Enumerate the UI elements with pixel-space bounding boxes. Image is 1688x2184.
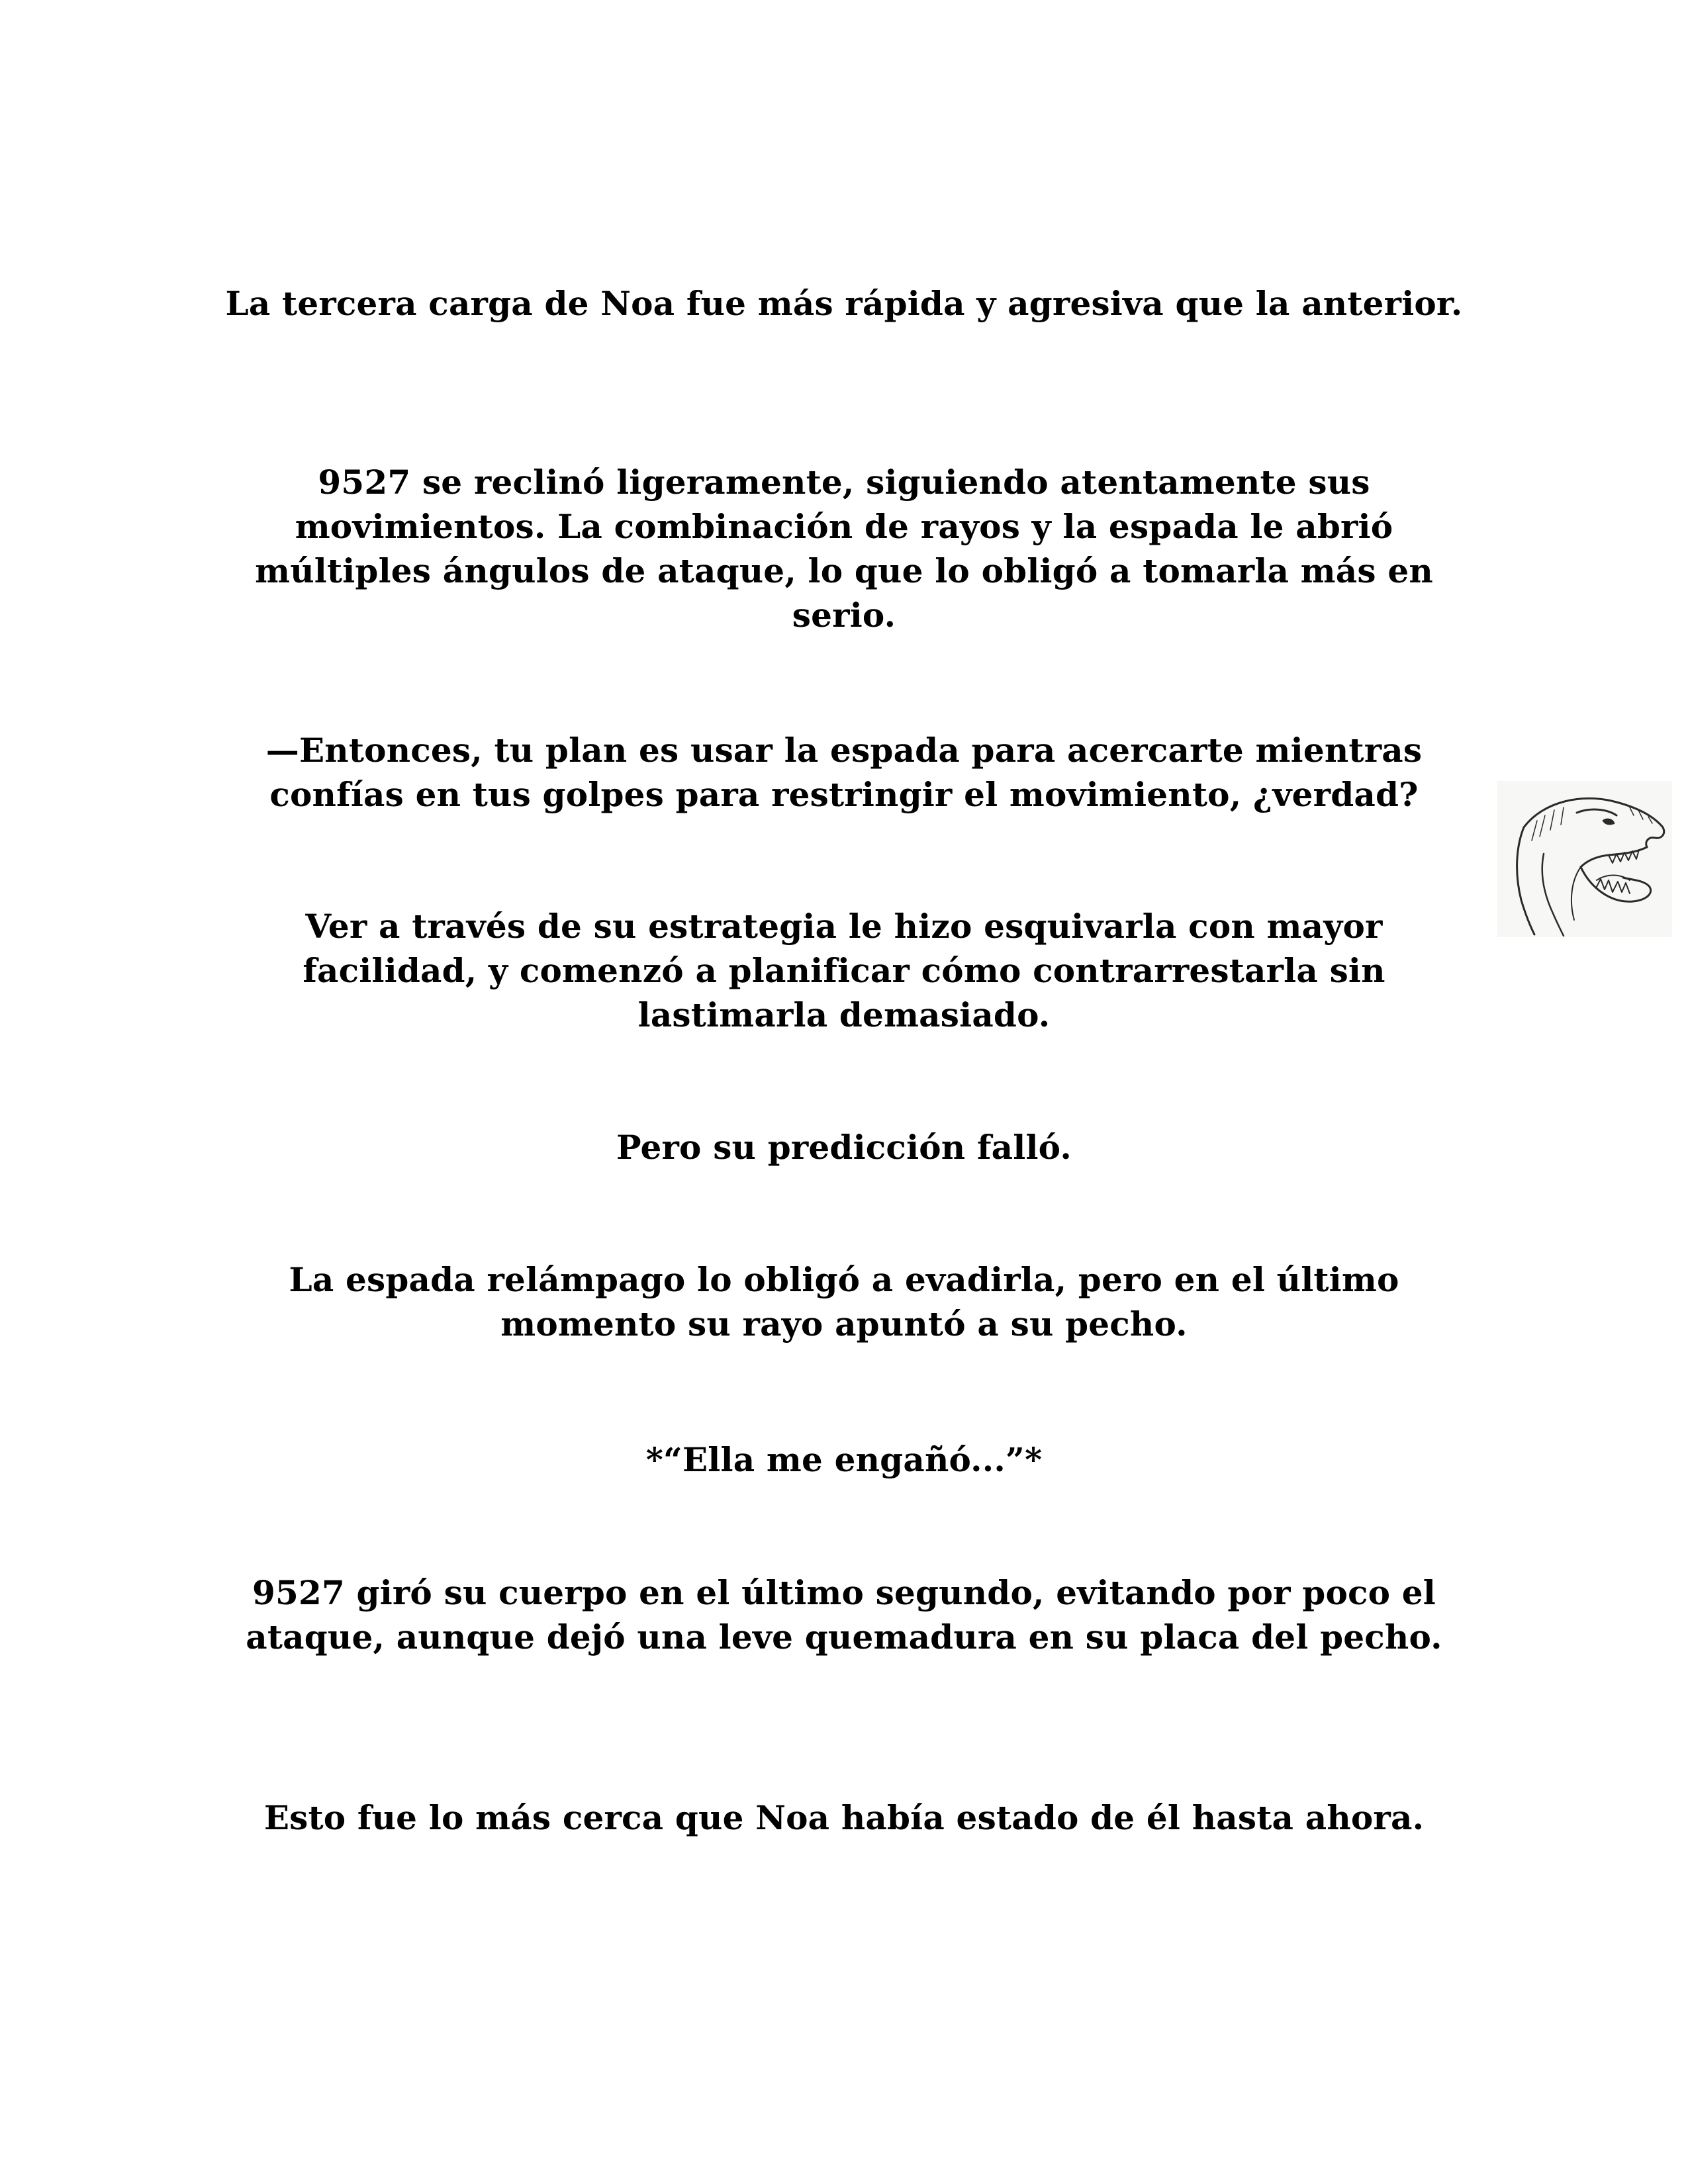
paragraph-2: 9527 se reclinó ligeramente, siguiendo atentamente sus movimientos. La combinación de rayos y la espada le abrió múltiples ángulos de ataque, lo que lo obligó a tomarla más en serio. <box>255 463 1433 635</box>
dinosaur-head-sketch-icon <box>1497 781 1672 937</box>
paragraph-7: *“Ella me engañó...”* <box>645 1440 1043 1479</box>
paragraph-9: Esto fue lo más cerca que Noa había estado de él hasta ahora. <box>263 1798 1425 1837</box>
paragraph-4: Ver a través de su estrategia le hizo esquivarla con mayor facilidad, y comenzó a planificar cómo contrarrestarla sin lastimarla demasiado. <box>303 907 1385 1034</box>
paragraph-5: Pero su predicción falló. <box>616 1128 1072 1167</box>
paragraph-1: La tercera carga de Noa fue más rápida y agresiva que la anterior. <box>225 284 1463 323</box>
paragraph-8: 9527 giró su cuerpo en el último segundo, evitando por poco el ataque, aunque dejó una leve quemadura en su placa del pecho. <box>246 1573 1442 1657</box>
paragraph-6: La espada relámpago lo obligó a evadirla, pero en el último momento su rayo apuntó a su pecho. <box>289 1260 1399 1343</box>
paragraph-3: —Entonces, tu plan es usar la espada para acercarte mientras confías en tus golpes para restringir el movimiento, ¿verdad? <box>265 731 1423 814</box>
